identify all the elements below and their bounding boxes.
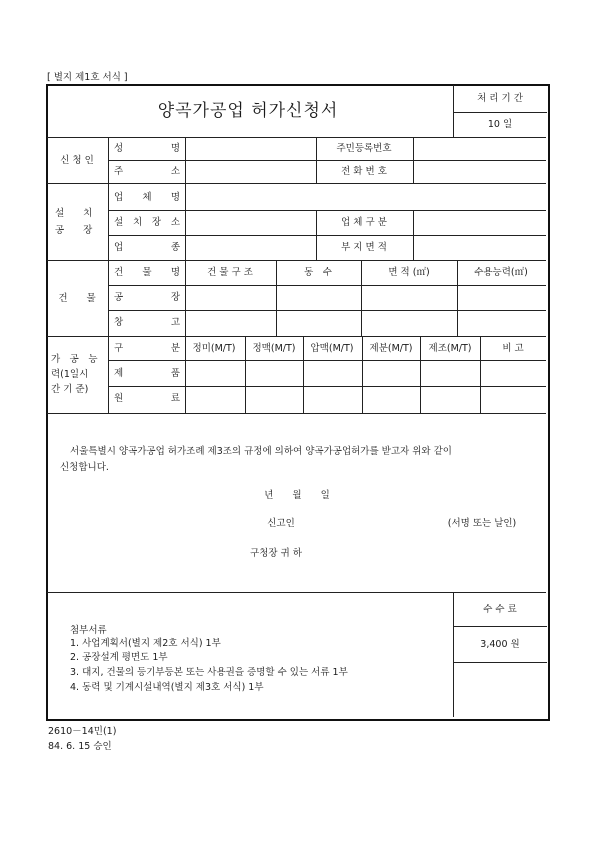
- label-char: 장: [151, 217, 162, 228]
- application-statement-line-1: 서울특별시 양곡가공업 허가조례 제3조의 규정에 의하여 양곡가공업허가를 받고자 위와 같이: [70, 446, 452, 457]
- approval-date: 84. 6. 15 승인: [48, 741, 112, 752]
- label-char: 원: [114, 393, 124, 404]
- building-structure-label: 건 물 구 조: [207, 267, 253, 278]
- building-area-label: 면 적 (㎡): [388, 267, 430, 278]
- label-char: 업: [114, 242, 124, 253]
- pressed-barley-label: 압맥(M/T): [310, 343, 354, 354]
- attachment-item: 4. 동력 및 기계시설내역(별지 제3호 서식) 1부: [70, 682, 264, 693]
- label-char: 명: [170, 267, 180, 278]
- label-char: 명: [170, 143, 180, 154]
- phone-label: 전 화 번 호: [341, 166, 387, 177]
- milling-label: 제분(M/T): [369, 343, 413, 354]
- form-code: 2610－14민(1): [48, 726, 117, 737]
- applicant-group-label: 신 청 인: [60, 155, 94, 166]
- company-type-field[interactable]: [414, 211, 545, 234]
- label-char: 품: [170, 368, 180, 379]
- install-location-label: [114, 218, 180, 228]
- phone-field[interactable]: [414, 161, 545, 182]
- label-char: 종: [170, 242, 180, 253]
- warehouse-label: [114, 318, 180, 328]
- barley-polishing-label: 정맥(M/T): [252, 343, 296, 354]
- attachment-item: 1. 사업계획서(별지 제2호 서식) 1부: [70, 638, 221, 649]
- application-date: 년 월 일: [264, 490, 330, 501]
- remarks-label: 비 고: [502, 343, 524, 354]
- site-area-field[interactable]: [414, 236, 545, 259]
- processing-period-value: 10 일: [487, 119, 513, 130]
- label-char: 소: [170, 217, 180, 228]
- label-char: 장: [170, 292, 180, 303]
- fee-amount: 3,400 원: [480, 639, 520, 650]
- row-line: [47, 592, 546, 593]
- label-char: 고: [170, 317, 180, 328]
- resident-id-label: 주민등록번호: [336, 143, 392, 154]
- signature-placeholder: (서명 또는 날인): [447, 518, 517, 529]
- building-name-label: [114, 268, 180, 278]
- building-count-label: 동 수: [304, 267, 332, 278]
- product-row[interactable]: [186, 361, 545, 385]
- label-char: 치: [132, 217, 143, 228]
- storage-capacity-label: 수용능력(㎡): [474, 267, 528, 278]
- application-statement-line-2: 신청합니다.: [60, 462, 109, 473]
- resident-id-field[interactable]: [414, 138, 545, 159]
- name-label: [114, 144, 180, 154]
- factory-building-row[interactable]: [186, 286, 545, 309]
- company-type-label: 업 체 구 분: [341, 217, 387, 228]
- header-divider: [453, 85, 454, 137]
- site-area-label: 부 지 면 적: [341, 242, 387, 253]
- address-label: [114, 167, 180, 177]
- attachment-item: 3. 대지, 건물의 등기부등본 또는 사용권을 증명할 수 있는 서류 1부: [70, 667, 348, 678]
- label-char: 료: [170, 393, 180, 404]
- raw-material-row[interactable]: [186, 387, 545, 412]
- category-label: [114, 344, 180, 354]
- label-char: 건: [114, 267, 124, 278]
- attachment-item: 2. 공장설계 평면도 1부: [70, 652, 168, 663]
- company-name-label: [114, 193, 180, 203]
- label-char: 설: [114, 217, 124, 228]
- manufacturing-label: 제조(M/T): [428, 343, 472, 354]
- label-char: 명: [170, 192, 180, 203]
- label-char: 창: [114, 317, 124, 328]
- capacity-group-label-1: 가 공 능: [51, 354, 98, 365]
- raw-material-label: [114, 394, 180, 404]
- col-line: [316, 210, 317, 260]
- fee-label: 수 수 료: [483, 604, 517, 615]
- industry-label: [114, 243, 180, 253]
- factory-group-label-2: 공 장: [55, 225, 93, 236]
- label-char: 주: [114, 166, 124, 177]
- addressee: 구청장 귀 하: [250, 548, 302, 559]
- address-field[interactable]: [186, 161, 315, 182]
- label-char: 소: [170, 166, 180, 177]
- fee-divider: [453, 626, 547, 627]
- label-char: 공: [114, 292, 124, 303]
- label-char: 업: [114, 192, 124, 203]
- rice-polishing-label: 정미(M/T): [192, 343, 236, 354]
- capacity-group-label-2: 력(1일시: [51, 369, 89, 380]
- building-group-label: 건 물: [58, 293, 96, 304]
- install-location-field[interactable]: [186, 211, 315, 234]
- processing-divider: [453, 112, 547, 113]
- label-char: 성: [114, 143, 124, 154]
- warehouse-row[interactable]: [186, 311, 545, 335]
- industry-field[interactable]: [186, 236, 315, 259]
- attachments-heading: 첨부서류: [70, 625, 107, 636]
- row-line: [47, 260, 546, 261]
- name-field[interactable]: [186, 138, 315, 159]
- company-name-field[interactable]: [186, 184, 545, 209]
- form-number-tag: [ 별지 제1호 서식 ]: [47, 72, 128, 83]
- product-label: [114, 369, 180, 379]
- fee-divider: [453, 662, 547, 663]
- col-line: [316, 137, 317, 183]
- row-line: [47, 336, 546, 337]
- applicant-sign-label: 신고인: [267, 518, 295, 529]
- factory-group-label-1: 설 치: [55, 208, 93, 219]
- capacity-group-label-3: 간 기 준): [51, 384, 89, 395]
- row-line: [47, 413, 546, 414]
- label-char: 구: [114, 343, 124, 354]
- label-char: 체: [142, 192, 152, 203]
- fee-column-line: [453, 592, 454, 717]
- label-char: 분: [170, 343, 180, 354]
- factory-building-label: [114, 293, 180, 303]
- label-char: 제: [114, 368, 124, 379]
- form-title: 양곡가공업 허가신청서: [157, 101, 339, 121]
- processing-period-label: 처 리 기 간: [477, 93, 523, 104]
- label-char: 물: [142, 267, 152, 278]
- label-column-line: [108, 137, 109, 413]
